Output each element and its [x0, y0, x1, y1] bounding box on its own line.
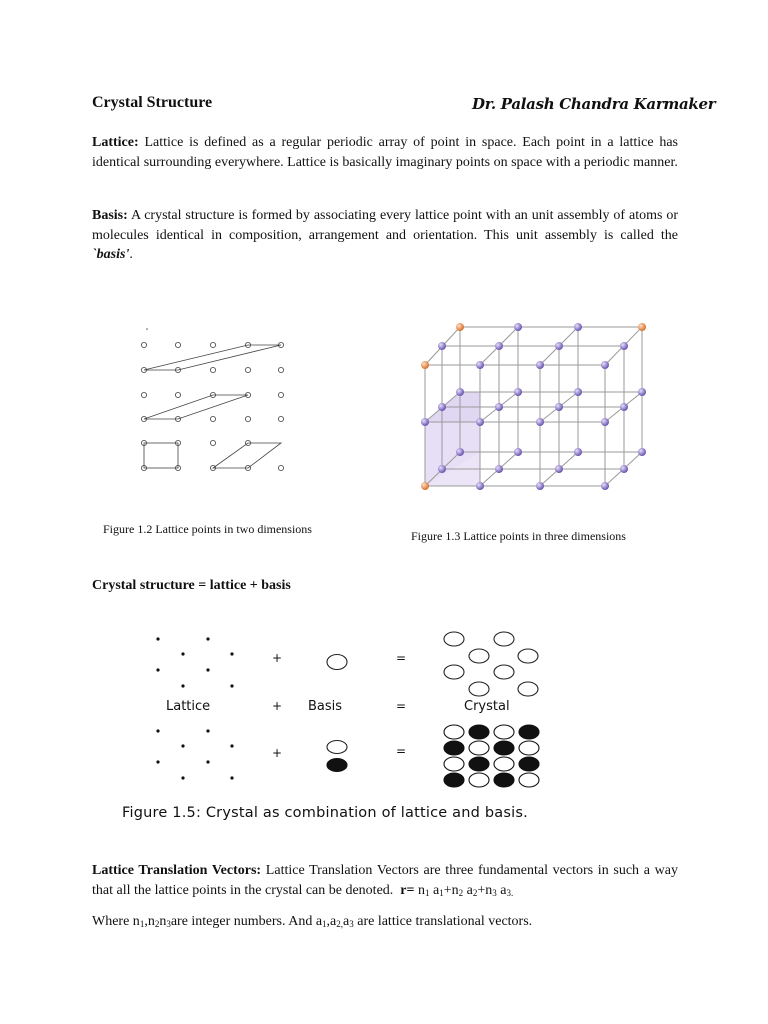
figure-2d-lattice: [135, 325, 315, 475]
plus-sign-bottom: +: [272, 746, 283, 760]
lattice-text: Lattice is defined as a regular periodic array of point in space. Each point in a lattice has identical surrounding everywhere. Lattice is basically imaginary points on space with a periodic manner.: [92, 135, 679, 170]
where-paragraph: Where $n_1,n_2n_3are$ integer numbers. And $a_1,a_{2,}a_3$ are lattice translational vectors.: [92, 914, 533, 929]
formula-lhs: r=: [400, 882, 415, 898]
translation-text: Lattice Translation Vectors are three fundamental vectors in such a way that all the lattice points in the crystal can be denoted.: [92, 863, 678, 898]
basis-term: Basis:: [92, 208, 128, 223]
equals-sign-mid: =: [396, 699, 407, 713]
basis-label: Basis: [308, 699, 343, 714]
figure-1-3-caption: Figure 1.3 Lattice points in three dimensions: [411, 529, 626, 543]
plus-sign-top: +: [272, 651, 283, 665]
equals-sign-top: =: [396, 651, 407, 665]
lattice-label: Lattice: [166, 699, 211, 714]
translation-paragraph: [92, 861, 678, 903]
figure-1-5-caption: Figure 1.5: Crystal as combination of lattice and basis.: [122, 805, 528, 821]
basis-text: A crystal structure is formed by associating every lattice point with an unit assembly of atoms or molecules identical in composition, arrangement and orientation. This unit assembly is called the: [92, 208, 678, 243]
basis-emphasis: `basis': [92, 247, 130, 262]
basis-paragraph: Basis: A crystal structure is formed by associating every lattice point with an unit assembly of atoms or molecules identical in composition, arrangement and orientation. This unit assembly is called the `basis'.: [92, 208, 678, 262]
crystal-equation: Crystal structure = lattice + basis: [92, 578, 291, 593]
figure-3d-lattice: [420, 322, 660, 492]
lattice-paragraph: [92, 133, 678, 172]
figure-crystal-combination: [150, 630, 590, 790]
translation-term: Lattice Translation Vectors:: [92, 863, 262, 878]
author-name: Dr. Palash Chandra Karmaker: [472, 95, 716, 113]
figure-1-2-caption: Figure 1.2 Lattice points in two dimensions: [103, 522, 312, 536]
plus-sign-mid: +: [272, 699, 283, 713]
lattice-term: Lattice:: [92, 135, 139, 150]
translation-formula: $n_1$ $a_1+n_2$ $a_2+n_3$ $a_{3.}$: [418, 882, 514, 898]
crystal-label: Crystal: [464, 699, 510, 714]
page-title: Crystal Structure: [92, 94, 213, 111]
equals-sign-bottom: =: [396, 744, 407, 758]
